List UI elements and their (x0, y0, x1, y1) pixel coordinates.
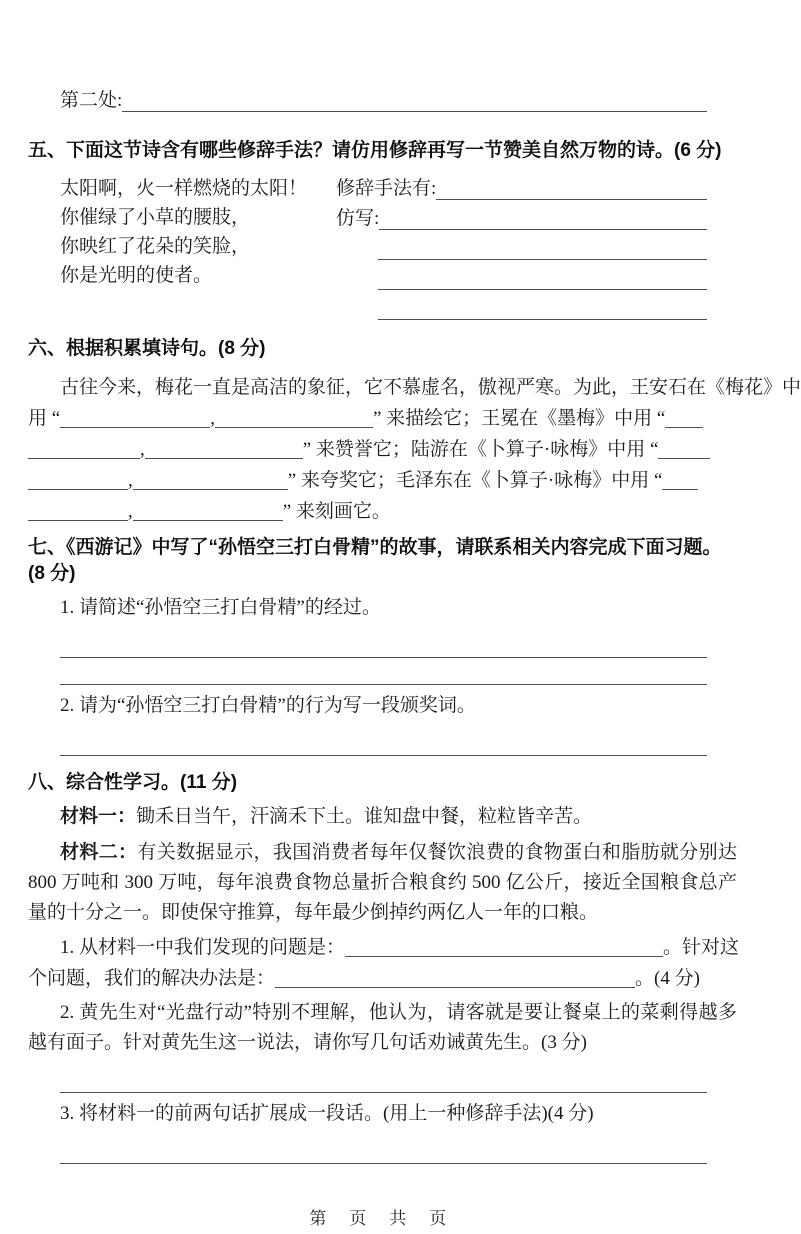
fill-line-5 (28, 496, 737, 527)
section-8-question-1 (28, 932, 740, 994)
section-7-question-2: 2. 请为“孙悟空三打白骨精”的行为写一段颁奖词。 (60, 695, 476, 716)
answer-blank (60, 1074, 707, 1093)
answer-line-row (60, 658, 707, 685)
fill-in-blank (658, 440, 710, 459)
section-5-body (28, 174, 737, 324)
poem-line: 你催绿了小草的腰肢， (60, 207, 251, 228)
answer-blank (378, 241, 707, 260)
answer-blank (378, 271, 707, 290)
section-5-answers (336, 174, 707, 324)
text-run: , (140, 439, 145, 460)
material-2 (28, 838, 737, 928)
answer-line-row (336, 264, 707, 294)
material-2-label: 材料二： (60, 842, 138, 863)
answer-line-row (60, 1137, 707, 1164)
fill-in-blank (133, 471, 288, 490)
answer-line-row (336, 294, 707, 324)
fill-in-blank (665, 409, 703, 428)
q8-q1-line-1 (28, 932, 740, 963)
answer-blank (378, 301, 707, 320)
page-footer-text: 第 页 共 页 (309, 1209, 456, 1228)
answer-blank (60, 666, 707, 685)
fill-in-blank (28, 502, 128, 521)
text-run: 。针对这 (663, 937, 740, 958)
poem (28, 174, 336, 324)
text-run: ” 来夸奖它；毛泽东在《卜算子·咏梅》中用 “ (287, 470, 663, 491)
fill-in-blank (215, 409, 373, 428)
material-1 (28, 802, 737, 832)
fill-line-2 (28, 403, 737, 434)
answer-line-row (336, 234, 707, 264)
section-8-title: 八、综合性学习。(11 分) (28, 772, 238, 793)
section-6-title: 六、根据积累填诗句。(8 分) (28, 338, 266, 359)
page-footer (28, 1204, 737, 1234)
fill-in-blank (60, 409, 210, 428)
material-2-text: 有关数据显示，我国消费者每年仅餐饮浪费的食物蛋白和脂肪就分别达 800 万吨和 300 万吨，每年浪费食物总量折合粮食约 500 亿公斤，接近全国粮食总产量的十分之一。即使保守推算，每年最少倒掉约两亿人一年的口粮。 (28, 842, 737, 923)
second-blank-label: 第二处: (60, 90, 123, 111)
fill-in-blank (28, 471, 128, 490)
fill-line-4 (28, 465, 737, 496)
material-1-text: 锄禾日当午，汗滴禾下土。谁知盘中餐，粒粒皆辛苦。 (136, 806, 593, 827)
q8-q1-line-2 (28, 963, 737, 994)
answer-line-row (60, 631, 707, 658)
section-7-question-1: 1. 请简述“孙悟空三打白骨精”的经过。 (60, 597, 381, 618)
rhetoric-label: 修辞手法有: (336, 178, 437, 199)
text-run: ” 来刻画它。 (282, 501, 391, 522)
section-6-fill-paragraph (28, 372, 801, 527)
section-7-title: 七、《西游记》中写了“孙悟空三打白骨精”的故事，请联系相关内容完成下面习题。(8 分) (28, 537, 722, 584)
answer-blank (122, 93, 707, 112)
answer-blank (60, 639, 707, 658)
fill-in-blank (345, 938, 663, 957)
text-run: , (128, 501, 133, 522)
answer-blank (60, 737, 707, 756)
section-8 (28, 770, 740, 1164)
section-5-title: 五、下面这节诗含有哪些修辞手法？请仿用修辞再写一节赞美自然万物的诗。(6 分) (28, 140, 722, 161)
imitation-answer-row (336, 204, 707, 234)
answer-line-row (60, 1066, 707, 1093)
fill-in-blank (28, 440, 140, 459)
fill-in-blank (662, 471, 698, 490)
fill-line-1 (28, 372, 801, 403)
rhetoric-answer-row (336, 174, 707, 204)
fill-in-blank (133, 502, 283, 521)
text-run: , (128, 470, 133, 491)
question-4-second-answer-row (60, 86, 707, 116)
fill-in-blank (145, 440, 303, 459)
answer-blank (436, 181, 707, 200)
answer-blank (60, 1145, 707, 1164)
fill-in-blank (275, 969, 635, 988)
material-1-label: 材料一： (60, 806, 137, 827)
poem-line: 你是光明的使者。 (60, 265, 213, 286)
imitation-label: 仿写: (336, 208, 380, 229)
text-run: 。(4 分) (635, 968, 700, 989)
text-run: ” 来描绘它；王冕在《墨梅》中用 “ (372, 408, 666, 429)
fill-line-3 (28, 434, 737, 465)
section-8-question-3: 3. 将材料一的前两句话扩展成一段话。(用上一种修辞手法)(4 分) (60, 1103, 594, 1124)
text-run: 用 “ (28, 408, 61, 429)
section-5 (28, 138, 737, 324)
text-run: ” 来赞誉它；陆游在《卜算子·咏梅》中用 “ (302, 439, 659, 460)
answer-blank (379, 211, 707, 230)
text-run: 古往今来，梅花一直是高洁的象征，它不慕虚名，傲视严寒。为此，王安石在《梅花》中 (60, 377, 801, 398)
poem-line: 你映红了花朵的笑脸， (60, 236, 251, 257)
answer-line-row (60, 729, 707, 756)
section-7 (28, 535, 737, 756)
section-8-question-2: 2. 黄先生对“光盘行动”特别不理解，他认为，请客就是要让餐桌上的菜剩得越多越有面子。针对黄先生这一说法，请你写几句话劝诫黄先生。(3 分) (28, 1002, 737, 1053)
text-run: , (210, 408, 215, 429)
section-6 (28, 336, 801, 527)
poem-line: 太阳啊，火一样燃烧的太阳！ (60, 178, 308, 199)
text-run: 个问题，我们的解决办法是： (28, 968, 276, 989)
text-run: 1. 从材料一中我们发现的问题是： (60, 937, 346, 958)
